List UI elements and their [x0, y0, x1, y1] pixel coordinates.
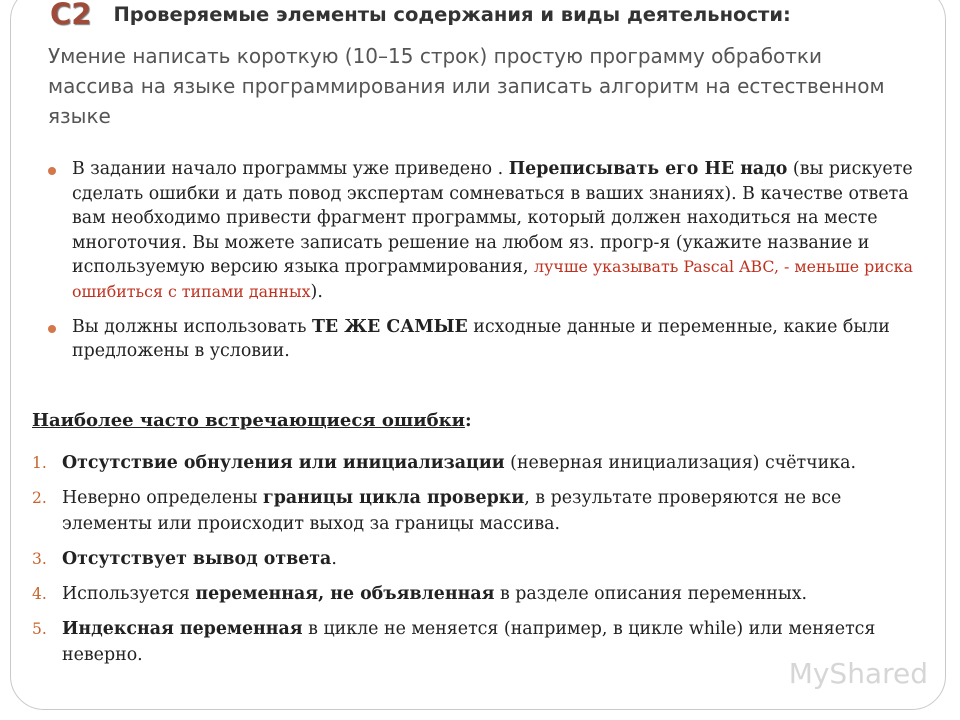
task-code: C2 — [50, 0, 92, 31]
instructions-list — [48, 157, 928, 364]
slide-header — [50, 0, 791, 32]
instruction-item — [48, 315, 928, 364]
error-bold-text: переменная, не объявленная — [195, 584, 495, 604]
errors-heading — [32, 410, 472, 431]
bullet-text: исходные данные и переменные, какие были предложены в условии. — [72, 316, 890, 362]
error-bold-text: Отсутствие обнуления или инициализации — [62, 453, 505, 473]
error-bold-text: Индексная переменная — [62, 619, 303, 639]
instruction-item — [48, 157, 928, 305]
error-number: 2. — [32, 489, 47, 507]
bullet-red-note: лучше указывать Pascal ABC, - меньше риска ошибиться с типами данных — [72, 257, 913, 301]
watermark-logo: MyShared — [788, 657, 928, 690]
error-text: , в результате проверяются не все элементы или происходит выход за границы массива. — [62, 488, 842, 534]
error-item — [32, 485, 912, 537]
error-number: 4. — [32, 585, 47, 603]
error-item — [32, 546, 912, 572]
errors-list — [32, 450, 912, 668]
bullet-text: Вы должны использовать — [72, 316, 312, 337]
error-number: 5. — [32, 620, 47, 638]
error-item — [32, 450, 912, 476]
bullet-text: ). — [310, 281, 323, 302]
bullet-bold-text: ТЕ ЖЕ САМЫЕ — [311, 316, 468, 337]
error-number: 1. — [32, 454, 47, 472]
bullet-text: (вы рискуете сделать ошибки и дать повод экспертам сомневаться в ваших знаниях). В качестве ответа вам необходимо привести фрагмент программы, который должен находиться на месте многоточия. Вы можете записать решение на любом яз. прогр-я (укажите название и используемую версию языка программирования, — [72, 159, 913, 278]
error-bold-text: Отсутствует вывод ответа — [62, 549, 332, 569]
bullet-dot-icon — [48, 325, 56, 333]
error-item — [32, 581, 912, 607]
bullet-text: В задании начало программы уже приведено . — [72, 159, 509, 179]
error-text: (неверная инициализация) счётчика. — [504, 453, 856, 473]
error-text: в разделе описания переменных. — [494, 584, 808, 604]
errors-heading-text: Наиболее часто встречающиеся ошибки — [32, 410, 465, 431]
error-item — [32, 616, 912, 668]
slide-title: Проверяемые элементы содержания и виды деятельности: — [113, 2, 791, 26]
bullet-bold-text: Переписывать его НЕ надо — [508, 159, 788, 179]
error-text: . — [331, 549, 337, 569]
error-number: 3. — [32, 550, 47, 568]
slide-subtitle: Умение написать короткую (10–15 строк) простую программу обработки массива на языке программирования или записать алгоритм на естественном языке — [48, 44, 885, 128]
error-bold-text: границы цикла проверки — [263, 488, 525, 508]
bullet-dot-icon — [48, 167, 56, 175]
error-text: Неверно определены — [62, 488, 264, 508]
error-text: в цикле не меняется (например, в цикле while) или меняется неверно. — [62, 619, 876, 665]
error-text: Используется — [62, 584, 196, 604]
errors-heading-colon: : — [464, 410, 472, 431]
